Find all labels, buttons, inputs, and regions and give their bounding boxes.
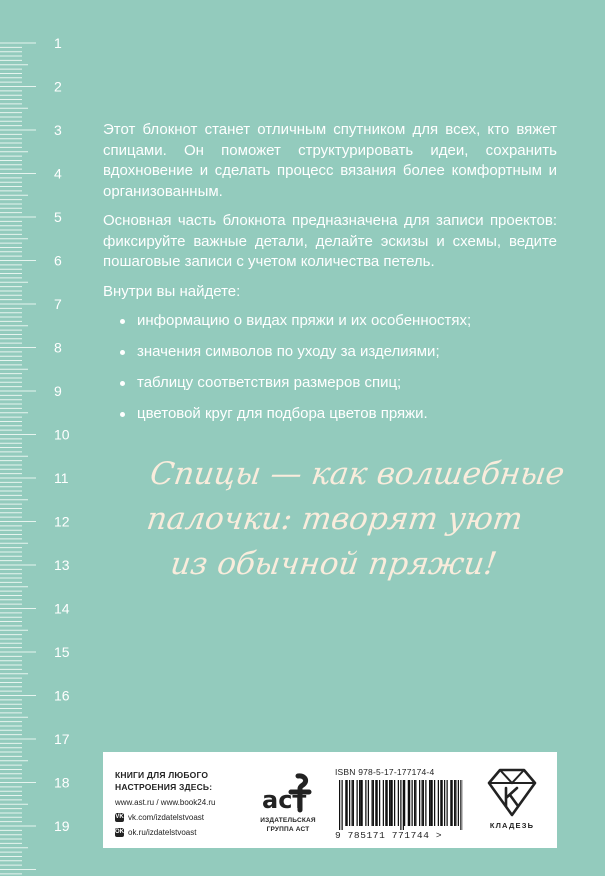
list-intro: Внутри вы найдете: [103,282,241,300]
bullet-icon [120,381,125,386]
list-item-text: таблицу соответствия размеров спиц; [137,374,402,391]
list-item [103,404,557,424]
barcode-bar [425,780,426,826]
bullet-icon [120,319,125,324]
barcode-bar [353,780,354,826]
barcode-bar [422,780,423,826]
barcode-bar [360,780,361,826]
ruler-number: 19 [54,818,70,834]
ruler-number: 14 [54,600,70,617]
barcode-bar [390,780,391,826]
barcode-bar [404,780,405,826]
ruler-number: 5 [54,209,62,225]
barcode-bar [375,780,376,826]
barcode-bar [403,780,404,830]
publisher-name-line-1: ИЗДАТЕЛЬСКАЯ [260,817,316,824]
list-item [103,342,557,362]
website-links: www.ast.ru / www.book24.ru [115,798,216,807]
ruler-number: 9 [54,383,62,399]
barcode-bar [359,780,360,826]
ruler-number: 4 [54,165,62,182]
barcode-bar [434,780,435,826]
promo-title-line-2: НАСТРОЕНИЯ ЗДЕСЬ: [115,782,213,792]
barcode-bar [394,780,395,826]
ok-link-text: ok.ru/izdatelstvoast [128,828,197,837]
ast-publisher-logo [251,772,325,842]
features-list [103,311,557,424]
publisher-footer [103,752,557,848]
imprint-name: КЛАДЕЗЬ [489,821,535,830]
vk-link [115,811,247,824]
ruler-number: 2 [54,78,62,95]
barcode-bar [429,780,430,826]
barcode-bar [452,780,453,826]
ruler-number: 15 [54,644,70,660]
barcode-bar [392,780,393,826]
barcode-bar [387,780,388,826]
barcode-bar [458,780,459,826]
barcode-bar [342,780,343,830]
description-paragraph-1: Этот блокнот станет отличным спутником для всех, кто вяжет спицами. Он поможет структурировать идеи, сохранить вдохновение и сделать процесс вязания более комфортным и организованным. [103,121,557,200]
barcode-bar [398,780,399,826]
barcode-bar [389,780,390,826]
ruler-number: 17 [54,731,70,747]
barcode-bar [442,780,443,826]
barcode-bar [362,780,363,826]
barcode-bar [379,780,380,826]
quote-line-2: палочки: творят уют [144,501,525,537]
barcode-bar [430,780,431,826]
barcode-bar [414,780,415,826]
barcode-bar [372,780,373,826]
quote-line-1: Спицы — как волшебные [147,456,567,492]
isbn-number: ISBN 978-5-17-177174-4 [335,767,435,777]
ruler-number: 13 [54,557,70,573]
barcode-bar [400,780,401,830]
quote-line-3: из обычной пряжи! [168,546,500,582]
barcode-bar [444,780,445,826]
ruler-number: 18 [54,774,70,791]
barcode-bar [415,780,416,826]
promo-title-line-1: КНИГИ ДЛЯ ЛЮБОГО [115,770,209,780]
barcode-bar [339,780,340,830]
barcode-bar [432,780,433,826]
ruler-number: 7 [54,296,62,312]
barcode-number: 9 785171 771744 [335,830,430,841]
ruler-number: 10 [54,426,70,443]
ruler-number: 1 [54,35,62,51]
ast-logo-text: аст [262,786,307,814]
barcode-bar [419,780,420,826]
list-item-text: информацию о видах пряжи и их особенностях; [137,312,472,329]
barcode-digits [335,830,442,841]
ruler-number: 8 [54,339,62,356]
vk-icon: VK [115,814,124,820]
barcode-bar [352,780,353,826]
promo-block [115,769,247,839]
publisher-name-line-2: ГРУППА АСТ [266,826,310,833]
ok-link [115,826,247,839]
barcode-bar [368,780,369,826]
kladez-imprint-logo [477,766,547,830]
ruler-number: 11 [54,470,69,486]
bullet-icon [120,412,125,417]
barcode-bar [409,780,410,826]
list-item-text: значения символов по уходу за изделиями; [137,343,440,360]
ast-logo-icon [260,772,316,814]
barcode-bar [454,780,455,826]
barcode-bar [373,780,374,826]
barcode-bar [460,780,461,830]
barcode-bar [450,780,451,826]
ok-icon: OK [115,829,124,835]
barcode-bar [438,780,439,826]
barcode-bar [377,780,378,826]
barcode-bar [383,780,384,826]
barcode-arrow: > [435,830,443,841]
list-item [103,373,557,393]
ruler-number: 6 [54,252,62,269]
ruler-number: 3 [54,122,62,138]
barcode-bar [349,780,350,826]
barcode-bar [440,780,441,826]
barcode-bar [447,780,448,826]
bullet-icon [120,350,125,355]
list-item [103,311,557,331]
barcode-bar [412,780,413,826]
ruler-scale [0,0,110,876]
ruler-number: 16 [54,687,70,704]
barcode-bar [365,780,366,826]
barcode-bar [357,780,358,826]
barcode-bar [385,780,386,826]
barcode-bar [347,780,348,826]
barcode-bar [423,780,424,826]
barcode [335,780,463,830]
handwritten-quote [121,452,567,587]
barcode-bar [345,780,346,826]
list-item-text: цветовой круг для подбора цветов пряжи. [137,405,428,422]
ruler-number: 12 [54,513,70,530]
barcode-bar [455,780,456,826]
diamond-icon [486,766,538,818]
description-paragraph-2: Основная часть блокнота предназначена для записи проектов: фиксируйте важные детали, делайте эскизы и схемы, ведите пошаговые записи с учетом количества петель. [103,212,557,270]
vk-link-text: vk.com/izdatelstvoast [128,813,205,822]
barcode-bar [408,780,409,826]
description-block [103,120,557,435]
